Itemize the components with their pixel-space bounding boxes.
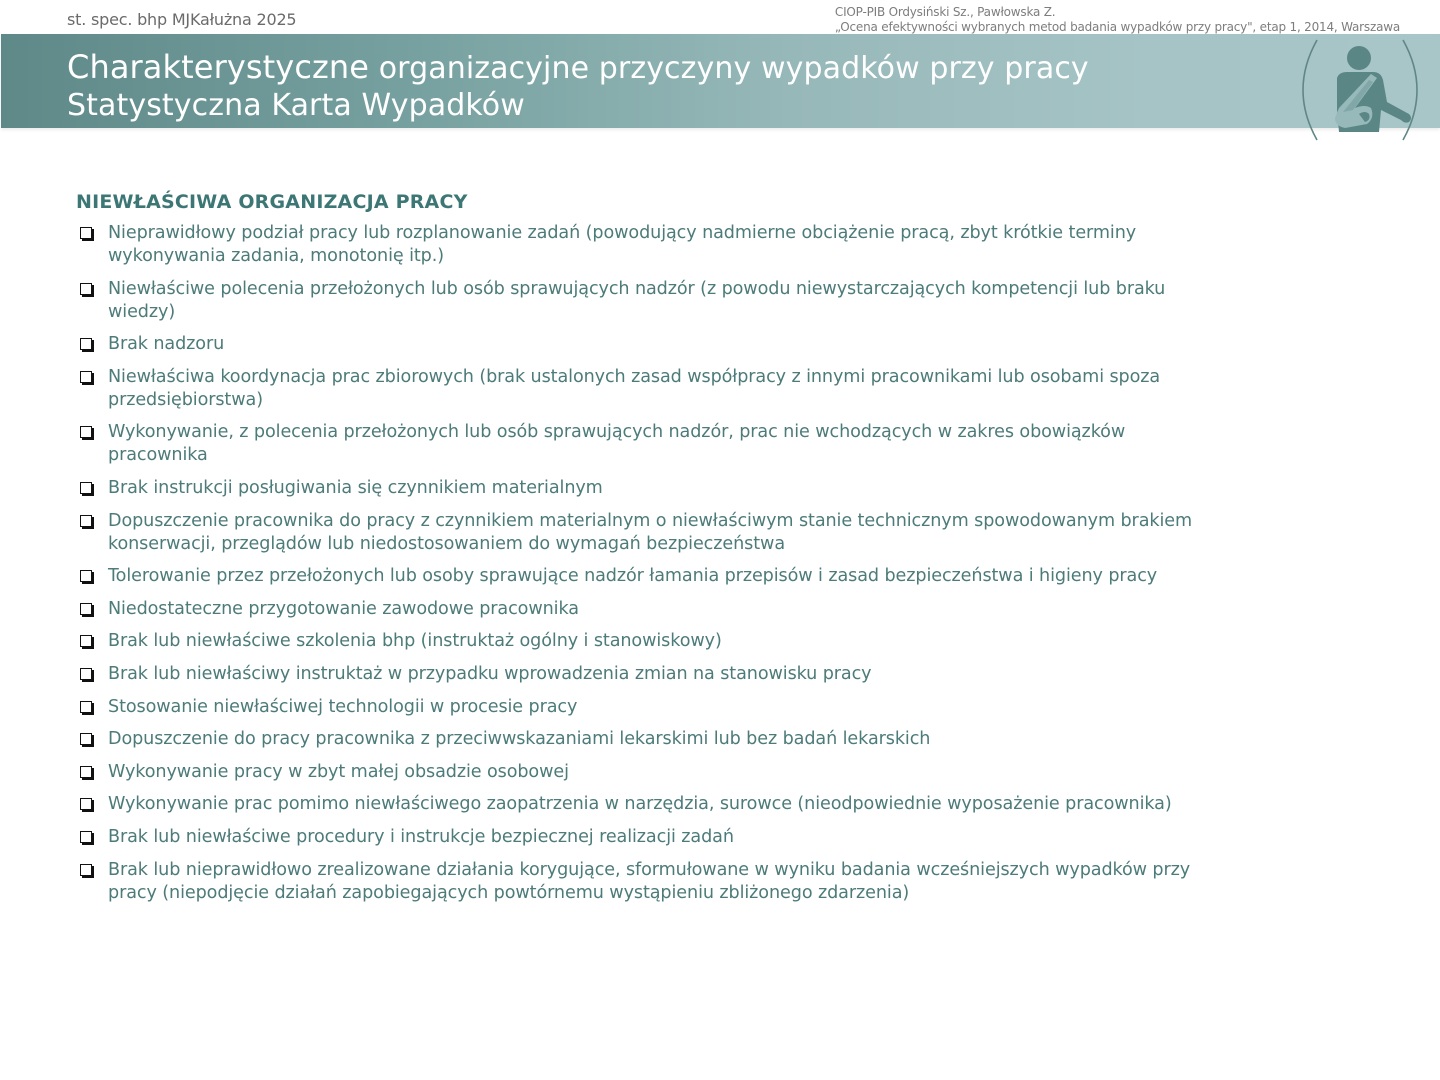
list-item-text: Brak lub niewłaściwe procedury i instrukcje bezpiecznej realizacji zadań [108, 826, 734, 847]
list-item-text: Brak lub nieprawidłowo zrealizowane działania korygujące, sformułowane w wyniku badania wcześniejszych wypadków przy pracy (niepodjęcie działań zapobiegających powtórnemu wystąpieniu zbliżonego zdarzenia) [108, 859, 1191, 903]
list-item [76, 510, 1206, 556]
checkbox-bullet-icon [80, 515, 92, 527]
list-item-text: Wykonywanie pracy w zbyt małej obsadzie osobowej [108, 761, 569, 782]
section-heading: NIEWŁAŚCIWA ORGANIZACJA PRACY [76, 191, 468, 213]
list-item-text: Wykonywanie prac pomimo niewłaściwego zaopatrzenia w narzędzia, surowce (nieodpowiednie wyposażenie pracownika) [108, 794, 1172, 815]
list-item [76, 663, 1206, 686]
checkbox-bullet-icon [80, 227, 92, 239]
list-item-text: Tolerowanie przez przełożonych lub osoby sprawujące nadzór łamania przepisów i zasad bezpieczeństwa i higieny pracy [108, 566, 1158, 587]
list-item [76, 366, 1206, 412]
injured-person-arm-sling-icon [1295, 36, 1425, 144]
source-citation-line-1: CIOP-PIB Ordysiński Sz., Pawłowska Z. [834, 5, 1056, 19]
list-item [76, 222, 1206, 268]
checkbox-bullet-icon [80, 426, 92, 438]
list-item-text: Brak lub niewłaściwy instruktaż w przypadku wprowadzenia zmian na stanowisku pracy [108, 663, 872, 684]
list-item-text: Brak lub niewłaściwe szkolenia bhp (instruktaż ogólny i stanowiskowy) [108, 631, 722, 652]
list-item [76, 859, 1206, 905]
list-item-text: Dopuszczenie do pracy pracownika z przeciwwskazaniami lekarskimi lub bez badań lekarskich [108, 729, 931, 750]
main-content [76, 191, 1206, 914]
list-item-text: Wykonywanie, z polecenia przełożonych lub osób sprawujących nadzór, prac nie wchodzących w zakres obowiązków pracownika [108, 422, 1126, 466]
list-item [76, 761, 1206, 784]
list-item-text: Dopuszczenie pracownika do pracy z czynnikiem materialnym o niewłaściwym stanie technicznym spowodowanym brakiem konserwacji, przeglądów lub niedostosowaniem do wymagań bezpieczeństwa [108, 510, 1193, 554]
list-item-text: Stosowanie niewłaściwej technologii w procesie pracy [108, 696, 578, 717]
list-item-text: Niewłaściwe polecenia przełożonych lub osób sprawujących nadzór (z powodu niewystarczających kompetencji lub braku wiedzy) [108, 278, 1166, 322]
list-item [76, 477, 1206, 500]
author-credit: st. spec. bhp MJKałużna 2025 [67, 10, 297, 29]
source-citation [835, 5, 1400, 35]
list-item [76, 793, 1206, 816]
list-item [76, 728, 1206, 751]
list-item [76, 278, 1206, 324]
slide-title [67, 49, 1089, 124]
checkbox-bullet-icon [80, 668, 92, 680]
checkbox-bullet-icon [80, 864, 92, 876]
list-item [76, 630, 1206, 653]
checkbox-bullet-icon [80, 283, 92, 295]
list-item-text: Niedostateczne przygotowanie zawodowe pracownika [108, 598, 579, 619]
slide-title-first-word: Charakterystyczne [67, 48, 370, 86]
checkbox-bullet-icon [80, 701, 92, 713]
checkbox-bullet-icon [80, 831, 92, 843]
checkbox-bullet-icon [80, 482, 92, 494]
list-item [76, 333, 1206, 356]
checkbox-bullet-icon [80, 733, 92, 745]
source-citation-line-2: „Ocena efektywności wybranych metod badania wypadków przy pracy", etap 1, 2014, Warszawa [834, 20, 1400, 34]
causes-list [76, 222, 1206, 905]
checkbox-bullet-icon [80, 603, 92, 615]
list-item [76, 696, 1206, 719]
list-item [76, 598, 1206, 621]
list-item-text: Brak instrukcji posługiwania się czynnikiem materialnym [108, 477, 603, 498]
checkbox-bullet-icon [80, 570, 92, 582]
title-banner [1, 34, 1440, 128]
list-item [76, 421, 1206, 467]
checkbox-bullet-icon [80, 766, 92, 778]
checkbox-bullet-icon [80, 635, 92, 647]
checkbox-bullet-icon [80, 338, 92, 350]
list-item [76, 826, 1206, 849]
list-item-text: Niewłaściwa koordynacja prac zbiorowych (brak ustalonych zasad współpracy z innymi pracownikami lub osobami spoza przedsiębiorstwa) [108, 366, 1161, 410]
checkbox-bullet-icon [80, 371, 92, 383]
slide-title-rest: organizacyjne przyczyny wypadków przy pracy [369, 51, 1089, 86]
slide-subtitle: Statystyczna Karta Wypadków [67, 88, 525, 123]
checkbox-bullet-icon [80, 798, 92, 810]
list-item-text: Brak nadzoru [108, 334, 225, 355]
list-item [76, 565, 1206, 588]
list-item-text: Nieprawidłowy podział pracy lub rozplanowanie zadań (powodujący nadmierne obciążenie pracą, zbyt krótkie terminy wykonywania zadania, monotonię itp.) [108, 223, 1137, 266]
